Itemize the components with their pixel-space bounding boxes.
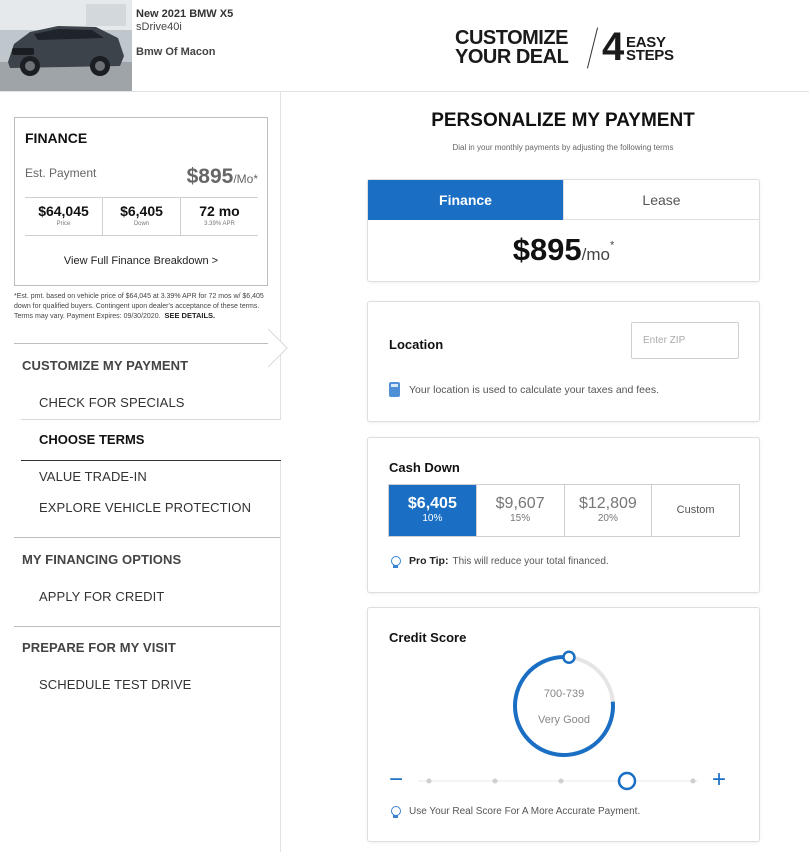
stat-label: 3.39% APR xyxy=(204,221,235,227)
stat-price xyxy=(25,198,102,235)
nav-value-trade-in[interactable]: VALUE TRADE-IN xyxy=(39,469,147,484)
finance-summary-card xyxy=(14,117,268,286)
section-financing-options: MY FINANCING OPTIONS xyxy=(22,552,182,567)
tab-finance[interactable]: Finance xyxy=(368,180,563,220)
cash-down-option-10[interactable] xyxy=(389,485,476,536)
stat-value: $6,405 xyxy=(120,203,163,219)
nav-choose-terms[interactable] xyxy=(21,419,281,461)
tab-lease[interactable]: Lease xyxy=(563,180,759,220)
option-percent: 20% xyxy=(597,513,618,524)
vehicle-trim: sDrive40i xyxy=(136,21,182,33)
zip-input[interactable] xyxy=(631,322,739,359)
slider-step-dot[interactable] xyxy=(559,779,564,784)
divider xyxy=(14,537,280,538)
option-value: $12,809 xyxy=(578,495,637,512)
option-value: $9,607 xyxy=(495,495,545,512)
vehicle-photo xyxy=(0,0,132,91)
finance-breakdown-link[interactable]: View Full Finance Breakdown > xyxy=(63,255,219,267)
stat-label: Price xyxy=(56,221,71,227)
nav-check-specials[interactable]: CHECK FOR SPECIALS xyxy=(39,395,185,410)
steps-line-2: STEPS xyxy=(626,47,674,64)
slider-step-dot[interactable] xyxy=(493,779,498,784)
cash-down-option-20[interactable] xyxy=(564,485,652,536)
dealer-name: Bmw Of Macon xyxy=(136,46,216,58)
cash-down-option-custom[interactable]: Custom xyxy=(651,485,739,536)
headline-divider xyxy=(587,28,598,69)
slider-handle[interactable] xyxy=(619,773,635,789)
customize-headline xyxy=(455,29,568,67)
cash-down-title: Cash Down xyxy=(389,460,460,475)
credit-score-minus-button[interactable]: − xyxy=(389,766,404,793)
credit-tip xyxy=(388,803,640,819)
lightbulb-icon xyxy=(388,553,402,569)
finance-stats xyxy=(25,197,258,236)
location-card xyxy=(367,301,760,422)
credit-score-title: Credit Score xyxy=(389,630,467,645)
slider-step-dot[interactable] xyxy=(691,779,696,784)
monthly-payment-asterisk: * xyxy=(610,239,615,252)
option-percent: 10% xyxy=(422,513,443,524)
stat-value: $64,045 xyxy=(38,203,89,219)
cash-down-options xyxy=(388,484,740,537)
est-payment-value xyxy=(187,165,258,189)
pro-tip xyxy=(388,553,609,569)
finance-summary-title: FINANCE xyxy=(25,130,88,146)
option-percent: 15% xyxy=(510,513,531,524)
headline-line-2: YOUR DEAL xyxy=(455,46,569,68)
payment-card xyxy=(367,179,760,282)
see-details-link[interactable]: SEE DETAILS. xyxy=(164,311,216,320)
nav-schedule-test-drive[interactable]: SCHEDULE TEST DRIVE xyxy=(39,677,192,692)
monthly-payment-unit: /mo xyxy=(581,245,611,264)
steps-line-1: EASY xyxy=(626,34,666,51)
steps-number: 4 xyxy=(602,25,625,69)
est-payment-unit: /Mo* xyxy=(233,172,258,186)
stat-label: Down xyxy=(133,221,150,227)
dial-progress xyxy=(511,653,617,759)
est-payment-label: Est. Payment xyxy=(25,166,97,180)
credit-score-rating: Very Good xyxy=(538,714,590,726)
cash-down-option-15[interactable] xyxy=(476,485,564,536)
calculator-icon xyxy=(389,382,400,397)
dial-knob[interactable] xyxy=(563,652,574,663)
divider xyxy=(14,343,280,344)
page-title: PERSONALIZE MY PAYMENT xyxy=(431,110,695,131)
credit-tip-text: Use Your Real Score For A More Accurate Payment. xyxy=(409,805,641,817)
sidebar xyxy=(0,92,281,852)
payment-type-tabs xyxy=(368,180,759,220)
steps-label xyxy=(626,36,674,62)
page-header xyxy=(0,0,809,92)
stat-down xyxy=(102,198,180,235)
vehicle-info xyxy=(136,8,233,59)
headline-line-1: CUSTOMIZE xyxy=(455,27,568,49)
location-note: Your location is used to calculate your taxes and fees. xyxy=(409,384,660,396)
stat-value: 72 mo xyxy=(199,203,240,219)
slider-step-dot[interactable] xyxy=(427,779,432,784)
stat-term xyxy=(180,198,258,235)
nav-choose-terms-label: CHOOSE TERMS xyxy=(39,432,145,447)
location-title: Location xyxy=(389,337,444,352)
pro-tip-label: Pro Tip: xyxy=(409,555,449,567)
credit-score-plus-button[interactable]: + xyxy=(712,766,727,793)
credit-score-range: 700-739 xyxy=(543,688,585,700)
pro-tip-text: This will reduce your total financed. xyxy=(452,555,609,567)
monthly-payment xyxy=(368,232,759,268)
lightbulb-icon xyxy=(388,803,402,819)
credit-score-card xyxy=(367,607,760,842)
section-prepare-visit: PREPARE FOR MY VISIT xyxy=(22,640,176,655)
active-nav-pointer xyxy=(268,328,298,368)
nav-vehicle-protection[interactable]: EXPLORE VEHICLE PROTECTION xyxy=(39,500,252,515)
divider xyxy=(14,626,280,627)
monthly-payment-amount: $895 xyxy=(512,232,582,267)
option-value: $6,405 xyxy=(407,495,457,512)
est-payment-amount: $895 xyxy=(186,165,234,188)
disclaimer-text: *Est. pmt. based on vehicle price of $64,045 at 3.39% APR for 72 mos w/ $6,405 down for qualified buyers. Contingent upon dealer's acceptance of these terms. Terms may vary. Payment Expires: 09/30/2020. xyxy=(14,293,264,320)
cash-down-card xyxy=(367,437,760,593)
nav-apply-credit[interactable]: APPLY FOR CREDIT xyxy=(39,589,165,604)
page-subtitle: Dial in your monthly payments by adjusting the following terms xyxy=(452,143,674,152)
vehicle-title: New 2021 BMW X5 xyxy=(136,8,234,20)
section-customize-payment: CUSTOMIZE MY PAYMENT xyxy=(22,358,189,373)
payment-disclaimer xyxy=(14,292,270,322)
